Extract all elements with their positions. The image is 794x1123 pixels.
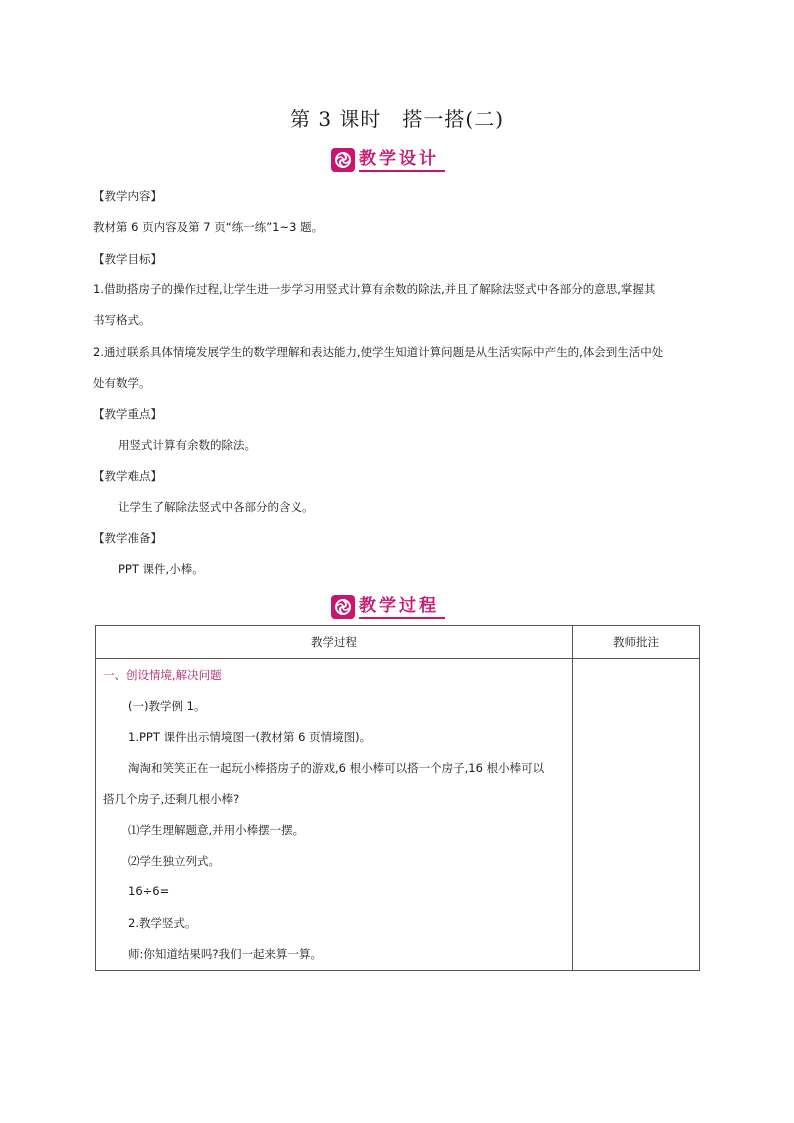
process-line: ⑵学生独立列式。	[128, 854, 220, 868]
goal1-line1: 1.借助搭房子的操作过程,让学生进一步学习用竖式计算有余数的除法,并且了解除法竖式中各部分的意思,掌握其	[93, 282, 656, 296]
difficulty-heading: 【教学难点】	[93, 469, 162, 483]
notes-cell	[573, 659, 700, 971]
lesson-title: 第 3 课时 搭一搭(二)	[289, 107, 505, 131]
goal2-line1: 2.通过联系具体情境发展学生的数学理解和表达能力,使学生知道计算问题是从生活实际中产生的,体会到生活中处	[93, 345, 664, 359]
section-label-process: 教学过程	[359, 595, 445, 619]
difficulty-text: 让学生了解除法竖式中各部分的含义。	[118, 500, 314, 514]
process-line: 1.PPT 课件出示情境图一(教材第 6 页情境图)。	[128, 730, 372, 744]
process-line: 16÷6=	[128, 884, 170, 898]
key-heading: 【教学重点】	[93, 407, 162, 421]
process-line: 2.教学竖式。	[128, 916, 197, 930]
spiral-logo-icon	[331, 148, 355, 172]
prep-text: PPT 课件,小棒。	[118, 562, 204, 576]
process-line: 搭几个房子,还剩几根小棒?	[103, 792, 240, 806]
process-cell	[96, 659, 573, 971]
process-table	[95, 625, 700, 971]
process-line: ⑴学生理解题意,并用小棒摆一摆。	[128, 823, 305, 837]
process-line: (一)教学例 1。	[128, 699, 206, 713]
content-heading: 【教学内容】	[93, 189, 162, 203]
content-text: 教材第 6 页内容及第 7 页“练一练”1~3 题。	[93, 220, 324, 234]
col-header-notes: 教师批注	[573, 626, 700, 659]
goal2-line2: 处有数学。	[93, 376, 151, 390]
process-line: 淘淘和笑笑正在一起玩小棒搭房子的游戏,6 根小棒可以搭一个房子,16 根小棒可以	[128, 761, 545, 775]
spiral-logo-icon	[331, 595, 355, 619]
process-line: 师:你知道结果吗?我们一起来算一算。	[128, 947, 322, 961]
process-step-heading: 一、创设情境,解决问题	[103, 668, 222, 682]
section-banner-process	[331, 594, 445, 620]
prep-heading: 【教学准备】	[93, 531, 162, 545]
goals-heading: 【教学目标】	[93, 252, 162, 266]
key-text: 用竖式计算有余数的除法。	[118, 438, 256, 452]
section-label-design: 教学设计	[359, 148, 445, 172]
section-banner-design	[331, 147, 445, 173]
col-header-process: 教学过程	[96, 626, 573, 659]
goal1-line2: 书写格式。	[93, 313, 151, 327]
